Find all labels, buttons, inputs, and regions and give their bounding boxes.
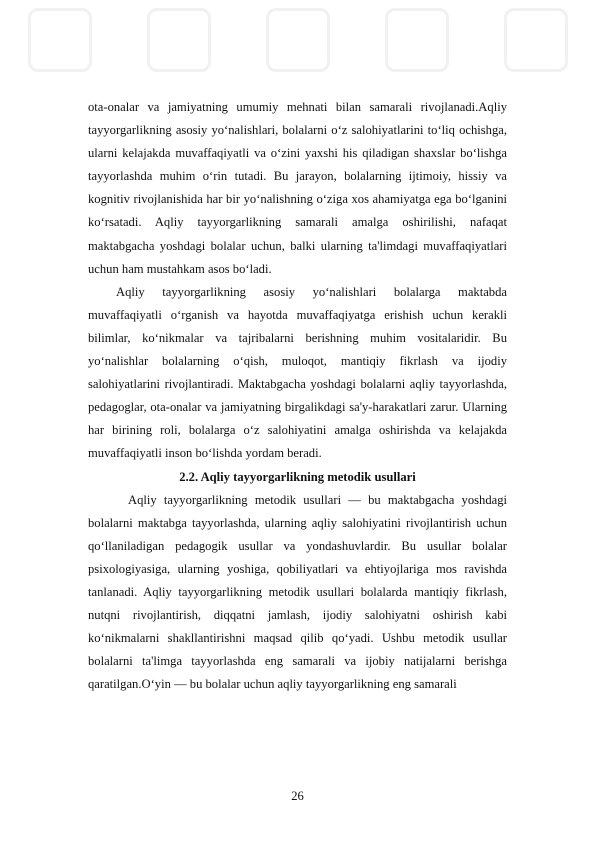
paragraph: Aqliy tayyorgarlikning asosiy yo‘nalishlari bolalarga maktabda muvaffaqiyatli o‘rganish va hayotda muvaffaqiyatga erishish uchun kerakli bilimlar, ko‘nikmalar va tajribalarni berishning muhim vositalaridir. Bu yo‘nalishlar bolalarning o‘qish, muloqot, mantiqiy fikrlash va ijodiy salohiyatlarini rivojlantiradi. Maktabgacha yoshdagi bolalarni aqliy tayyorlashda, pedagoglar, ota-onalar va jamiyatning birgalikdagi sa'y-harakatlari zarur. Ularning har birining roli, bolalarga o‘z salohiyatini amalga oshirishda va kelajakda muvaffaqiyatli inson bo‘lishda yordam beradi. (88, 284, 507, 461)
document-body (88, 96, 507, 696)
section-heading: 2.2. Aqliy tayyorgarlikning metodik usullari (179, 469, 416, 484)
page-number: 26 (291, 789, 304, 803)
paragraph: ota-onalar va jamiyatning umumiy mehnati bilan samarali rivojlanadi.Aqliy tayyorgarlikning asosiy yo‘nalishlari, bolalarni o‘z salohiyatlarini to‘liq ochishga, ularni kelajakda muvaffaqiyatli va o‘zini yaxshi his qiladigan shaxslar bo‘lishga tayyorlashda muhim o‘rin tutadi. Bu jarayon, bolalarning ijtimoiy, hissiy va kognitiv rivojlanishida har bir yo‘nalishning o‘ziga xos ahamiyatga ega bo‘lganini ko‘rsatadi. Aqliy tayyorgarlikning samarali amalga oshirilishi, nafaqat maktabgacha yoshdagi bolalar uchun, balki ularning ta'limdagi muvaffaqiyatlari uchun ham mustahkam asos bo‘ladi. (88, 100, 507, 276)
paragraph: Aqliy tayyorgarlikning metodik usullari — bu maktabgacha yoshdagi bolalarni maktabga tayyorlashda, ularning aqliy salohiyatini rivojlantirish uchun qo‘llaniladigan pedagogik usullar va yondashuvlardir. Bu usullar bolalar psixologiyasiga, ularning yoshiga, qobiliyatlari va ehtiyojlariga mos ravishda tanlanadi. Aqliy tayyorgarlikning metodik usullari bolalarda mantiqiy fikrlash, nutqni rivojlantirish, diqqatni jamlash, ijodiy salohiyatni oshirish kabi ko‘nikmalarni shakllantirishni maqsad qilib qo‘yadi. Ushbu metodik usullar bolalarni ta'limga tayyorlashda eng samarali va ijobiy natijalarni berishga qaratilgan.O‘yin — bu bolalar uchun aqliy tayyorgarlikning eng samarali (88, 492, 507, 692)
